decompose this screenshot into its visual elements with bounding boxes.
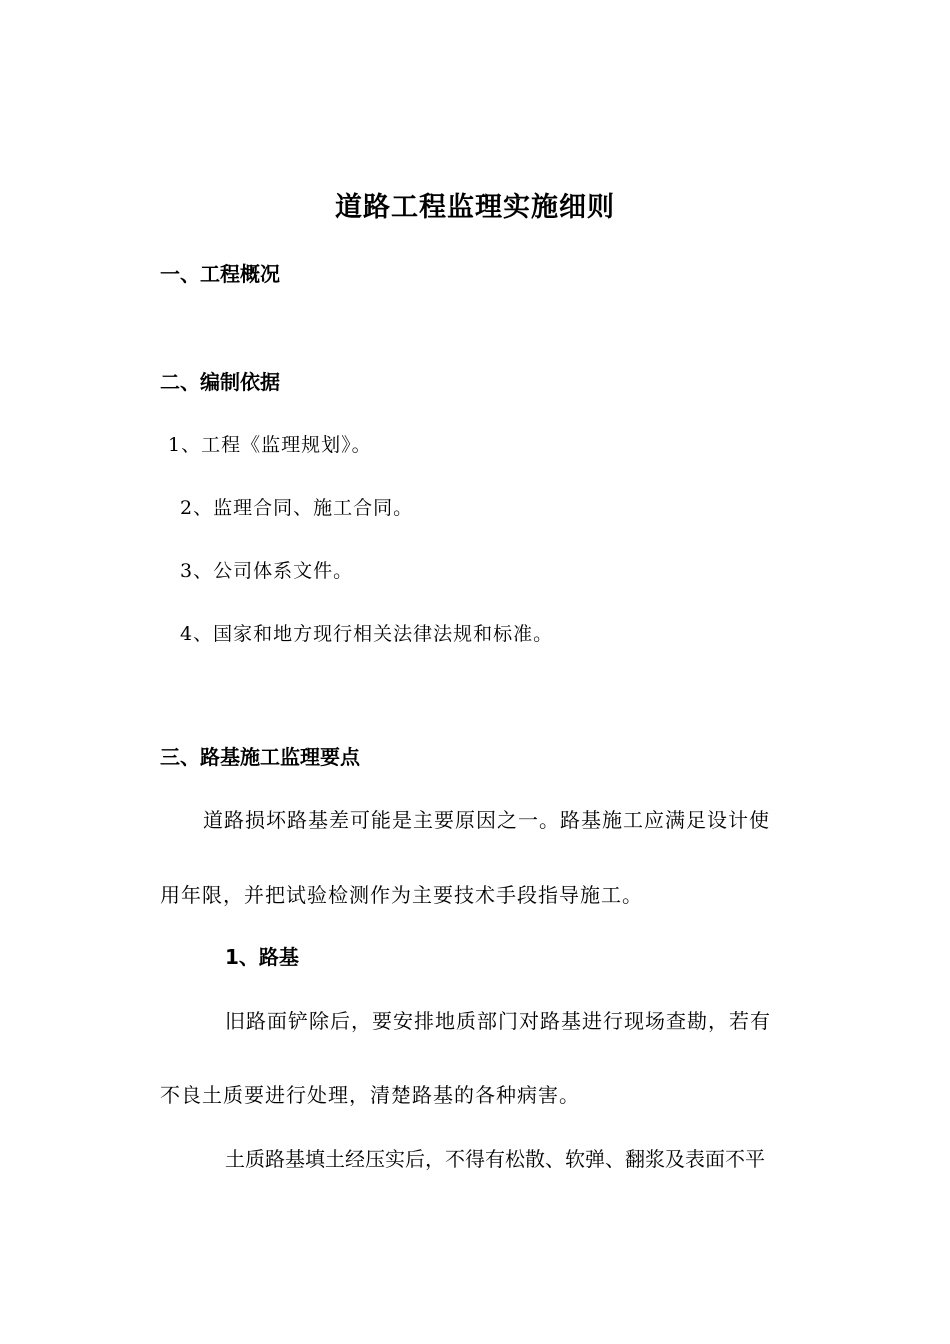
subgrade-intro-line-2: 用年限，并把试验检测作为主要技术手段指导施工。 bbox=[160, 883, 643, 907]
section-heading-overview: 一、工程概况 bbox=[160, 262, 280, 286]
document-title: 道路工程监理实施细则 bbox=[335, 192, 615, 223]
basis-item-1: 1、工程《监理规划》。 bbox=[168, 434, 372, 456]
roadbed-para1-line-2: 不良土质要进行处理，清楚路基的各种病害。 bbox=[160, 1083, 580, 1107]
roadbed-para2-line-1: 土质路基填土经压实后，不得有松散、软弹、翻浆及表面不平 bbox=[225, 1147, 765, 1171]
subsection-heading-roadbed: 1、路基 bbox=[225, 945, 299, 969]
roadbed-para1-line-1: 旧路面铲除后，要安排地质部门对路基进行现场查勘，若有 bbox=[225, 1009, 771, 1033]
section-heading-basis: 二、编制依据 bbox=[160, 370, 280, 394]
basis-item-3: 3、公司体系文件。 bbox=[180, 560, 354, 582]
basis-item-2: 2、监理合同、施工合同。 bbox=[180, 497, 414, 519]
subgrade-intro-line-1: 道路损坏路基差可能是主要原因之一。路基施工应满足设计使 bbox=[203, 808, 770, 832]
basis-item-4: 4、国家和地方现行相关法律法规和标准。 bbox=[180, 623, 554, 645]
section-heading-subgrade: 三、路基施工监理要点 bbox=[160, 745, 360, 769]
